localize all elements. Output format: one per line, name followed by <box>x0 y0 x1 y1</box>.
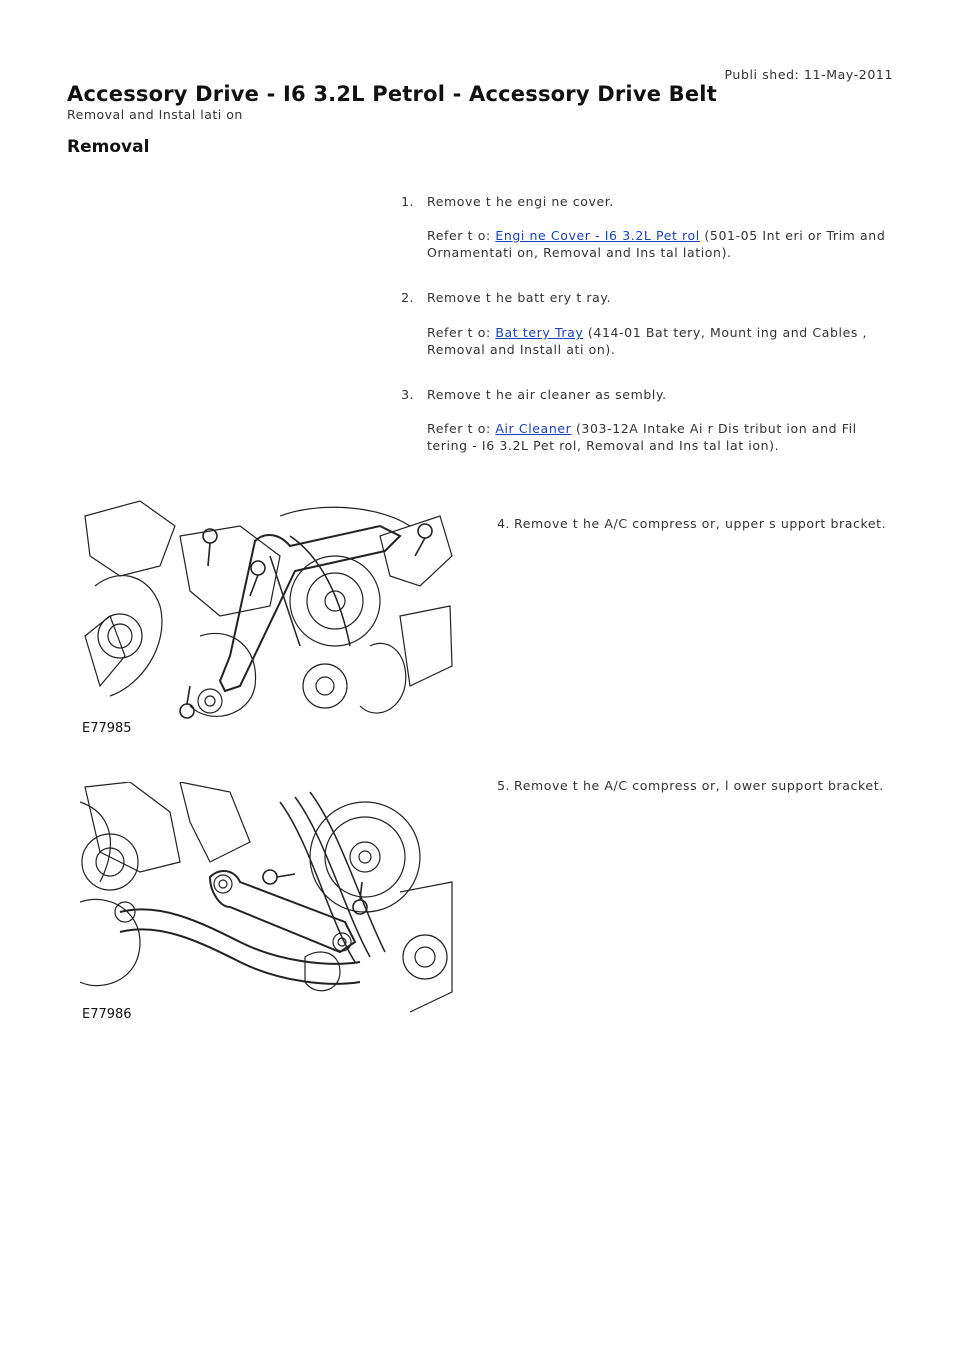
step-number: 4. <box>497 516 510 531</box>
figure-upper-bracket <box>80 496 455 736</box>
step-text: Remove t he air cleaner as sembly. <box>427 387 667 402</box>
refer-link-engine-cover[interactable]: Engi ne Cover - I6 3.2L Pet rol <box>495 228 700 243</box>
refer-block <box>427 227 897 261</box>
figure-label: E77986 <box>82 1007 132 1022</box>
refer-prefix: Refer t o: <box>427 325 496 340</box>
step-number: 1. <box>401 194 414 209</box>
refer-suffix: (501-05 Int eri or Trim and Ornamentati on, Removal and Ins tal lation). <box>427 228 886 260</box>
section-heading: Removal <box>67 137 150 157</box>
step-number: 3. <box>401 387 414 402</box>
refer-block <box>427 420 897 454</box>
step-text: Remove t he A/C compress or, l ower support bracket. <box>514 778 884 793</box>
step-number: 5. <box>497 778 510 793</box>
step-text: Remove t he engi ne cover. <box>427 194 614 209</box>
refer-prefix: Refer t o: <box>427 421 496 436</box>
engine-illustration <box>80 782 455 1022</box>
refer-block <box>427 324 897 358</box>
step-text: Remove t he batt ery t ray. <box>427 290 612 305</box>
figure-lower-bracket <box>80 782 455 1022</box>
refer-link-battery-tray[interactable]: Bat tery Tray <box>495 325 584 340</box>
page-subtitle: Removal and Instal lati on <box>67 107 243 122</box>
refer-suffix: (414-01 Bat tery, Mount ing and Cables , Removal and Install ati on). <box>427 325 868 357</box>
engine-illustration <box>80 496 455 736</box>
page-title: Accessory Drive - I6 3.2L Petrol - Accessory Drive Belt <box>67 82 717 106</box>
step-text: Remove t he A/C compress or, upper s upport bracket. <box>514 516 887 531</box>
step-number: 2. <box>401 290 414 305</box>
refer-prefix: Refer t o: <box>427 228 496 243</box>
figure-label: E77985 <box>82 721 132 736</box>
refer-link-air-cleaner[interactable]: Air Cleaner <box>495 421 572 436</box>
refer-suffix: (303-12A Intake Ai r Dis tribut ion and Fil tering - I6 3.2L Pet rol, Removal and Ins tal lat ion). <box>427 421 857 453</box>
published-date: Publi shed: 11-May-2011 <box>724 67 893 82</box>
